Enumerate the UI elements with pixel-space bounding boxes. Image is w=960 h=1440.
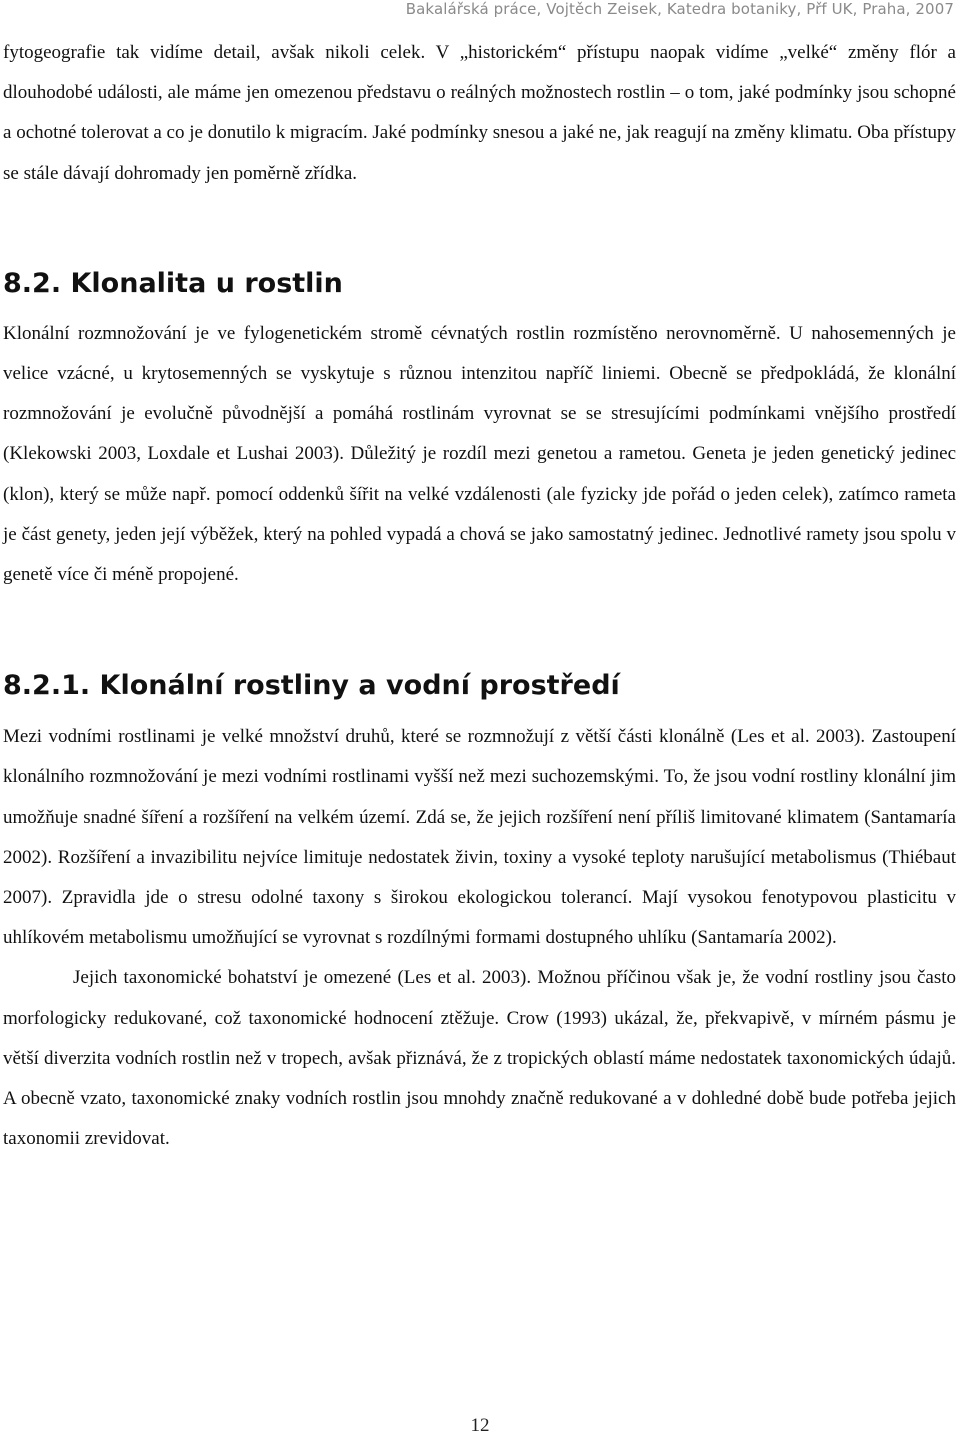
section-heading-vodni-prostredi xyxy=(3,668,956,704)
page-body xyxy=(3,33,956,1159)
paragraph-vodni-rostliny xyxy=(3,717,956,958)
paragraph-intro-continued xyxy=(3,33,956,194)
section-heading-klonalita xyxy=(3,266,956,302)
paragraph-text: Klonální rozmnožování je ve fylogenetickém stromě cévnatých rostlin rozmístěno nerovnoměrně. U nahosemenných je velice vzácné, u krytosemenných se vyskytuje s různou intenzitou napříč liniemi. Obecně se předpokládá, že klonální rozmnožování je evolučně původnější a pomáhá rostlinám vyrovnat se se stresujícími podmínkami vnějšího prostředí (Klekowski 2003, Loxdale et Lushai 2003). Důležitý je rozdíl mezi genetou a rametou. Geneta je jeden genetický jedinec (klon), který se může např. pomocí oddenků šířit na velké vzdálenosti (ale fyzicky jde pořád o jeden celek), zatímco rameta je část genety, jeden její výběžek, který na pohled vypadá a chová se jako samostatný jedinec. Jednotlivé ramety jsou spolu v genetě více či méně propojené. xyxy=(3,322,956,586)
section-number: 8.2. xyxy=(3,267,62,299)
running-header: Bakalářská práce, Vojtěch Zeisek, Katedra botaniky, Přf UK, Praha, 2007 xyxy=(405,0,954,18)
paragraph-taxonomie xyxy=(3,958,956,1159)
paragraph-klonalita xyxy=(3,314,956,595)
paragraph-text: Jejich taxonomické bohatství je omezené (Les et al. 2003). Možnou příčinou však je, že vodní rostliny jsou často morfologicky redukované, což taxonomické hodnocení ztěžuje. Crow (1993) ukázal, že, překvapivě, v mírném pásmu je větší diverzita vodních rostlin než v tropech, avšak přiznává, že z tropických oblastí máme nedostatek taxonomických údajů. A obecně vzato, taxonomické znaky vodních rostlin jsou mnohdy značně redukované a v dohledné době bude potřeba jejich taxonomii zrevidovat. xyxy=(3,967,956,1150)
section-number: 8.2.1. xyxy=(3,670,91,702)
paragraph-text: fytogeografie tak vidíme detail, avšak nikoli celek. V „historickém“ přístupu naopak vidíme „velké“ změny flór a dlouhodobé události, ale máme jen omezenou představu o reálných možnostech rostlin – o tom, jaké podmínky jsou schopné a ochotné tolerovat a co je donutilo k migracím. Jaké podmínky snesou a jaké ne, jak reagují na změny klimatu. Oba přístupy se stále dávají dohromady jen poměrně zřídka. xyxy=(3,42,956,184)
page-number: 12 xyxy=(470,1415,490,1436)
section-title: Klonální rostliny a vodní prostředí xyxy=(99,670,620,702)
section-title: Klonalita u rostlin xyxy=(70,267,343,299)
paragraph-text: Mezi vodními rostlinami je velké množství druhů, které se rozmnožují z větší části klonálně (Les et al. 2003). Zastoupení klonálního rozmnožování je mezi vodními rostlinami vyšší než mezi suchozemskými. To, že jsou vodní rostliny klonální jim umožňuje snadné šíření a rozšíření na velkém území. Zdá se, že jejich rozšíření není příliš limitované klimatem (Santamaría 2002). Rozšíření a invazibilitu nejvíce limituje nedostatek živin, toxiny a vysoké teploty narušující metabolismus (Thiébaut 2007). Zpravidla jde o stresu odolné taxony s širokou ekologickou tolerancí. Mají vysokou fenotypovou plasticitu v uhlíkovém metabolismu umožňující se vyrovnat s rozdílnými formami dostupného uhlíku (Santamaría 2002). xyxy=(3,726,956,949)
